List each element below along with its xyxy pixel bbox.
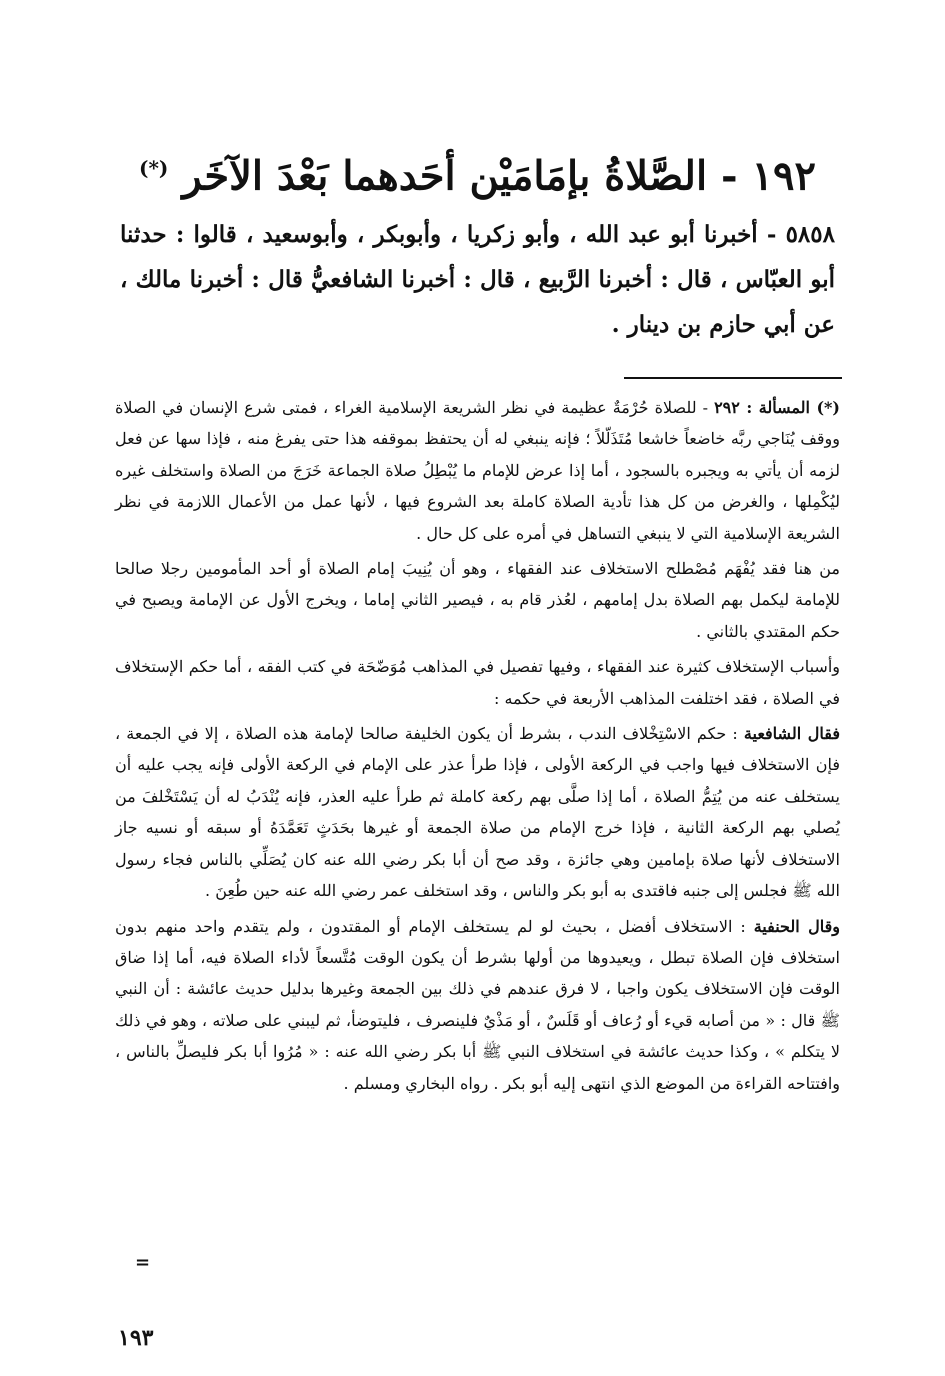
shafii-label: فقال الشافعية [743,724,840,744]
footnote-paragraph [115,392,840,549]
footnote-body: : حكم الاسْتِخْلاف الندب ، بشرط أن يكون الخليفة صالحا لإمامة هذه الصلاة ، إلا في الجمعة ، فإن الاستخلاف فيها واجب في الركعة الأولى ، فإذا طرأ عذر على الإمام في الركعة الأولى فإنه يجب عليه أن يستخلف عنه من يُتِمُّ الصلاة ، أما إذا صلَّى بهم ركعة كاملة ثم طرأ عليه العذر، فإنه يُنْدَبُ له أن يَسْتَخْلفَ من يُصلي بهم الركعة الثانية ، فإذا خرج الإمام من صلاة الجمعة أو غيرها بحَدَثٍ تَعَمَّدَهُ أو سبقه أو نسيه جاز الاستخلاف لأنها صلاة بإمامين وهي جائزة ، وقد صح أن أبا بكر رضي الله عنه كان يُصَلِّي بالناس فجاء رسول الله ﷺ فجلس إلى جنبه فاقتدى به أبو بكر والناس ، وقد استخلف عمر رضي الله عنه حين طُعِنَ . [115,724,841,901]
hadith-text: ٥٨٥٨ - أخبرنا أبو عبد الله ، وأبو زكريا ، وأبوبكر ، وأبوسعيد ، قالوا : حدثنا أبو العبّاس ، قال : أخبرنا الرَّبيع ، قال : أخبرنا الشافعيُّ قال : أخبرنا مالك ، عن أبي حازم بن دينار . [120,221,835,338]
hanafi-label: وقال الحنفية [753,916,841,936]
footnote-body: - للصلاة حُرْمَةٌ عظيمة في نظر الشريعة الإسلامية الغراء ، فمتى شرع الإنسان في الصلاة ووقف يُنَاجي ربَّه خاضعاً خاشعا مُتَذَلّلاً ؛ فإنه ينبغي له أن يحتفظ بموقفه هذا حتى يفرغ منه ، فإذا سها عن فعل لزمه أن يأتي به ويجبره بالسجود ، أما إذا عرض للإمام ما يُبْطِلُ صلاة الجماعة خَرَجَ من الصلاة واستخلف غيره ليُكْمِلها ، والغرض من كل هذا تأدية الصلاة كاملة بعد الشروع فيها ، لأنها عمل من الأعمال اللازمة في نظر الشريعة الإسلامية التي لا ينبغي التساهل في أمره على كل حال . [115,398,841,543]
continuation-mark: = [135,1252,151,1273]
footnote-divider [624,377,842,379]
footnote-body: : الاستخلاف أفضل ، بحيث لو لم يستخلف الإمام أو المقتدون ، ولم يتقدم واحد منهم بدون استخلاف فإن الصلاة تبطل ، ويعيدوها من أولها بشرط أن يكون الوقت مُتَّسعاً لأداء الصلاة فيه، أما إذا ضاق الوقت فإن الاستخلاف يكون واجبا ، لا فرق عندهم في ذلك بين الجمعة وغيرها بدليل حديث عائشة : أن النبي ﷺ قال : « من أصابه قيء أو رُعاف أو قَلَسٌ ، أو مَذْيٌ فلينصرف ، فليتوضأ، ثم ليبني على صلاته ، وهو في ذلك لا يتكلم » ، وكذا حديث عائشة في استخلاف النبي ﷺ أبا بكر رضي الله عنه : « مُرُوا أبا بكر فليصلِّ بالناس ، وافتتاحه القراءة من الموضع الذي انتهى إليه أبو بكر . رواه البخاري ومسلم . [115,916,841,1093]
chapter-heading [120,138,835,206]
footnote-paragraph [115,718,840,906]
footnote-paragraph: وأسباب الإستخلاف كثيرة عند الفقهاء ، وفيها تفصيل في المذاهب مُوَضّحَة في كتب الفقه ، أما حكم الإستخلاف في الصلاة ، فقد اختلفت المذاهب الأربعة في حكمه : [115,657,841,708]
page-number: ١٩٣ [118,1325,154,1351]
footnote-paragraph [115,911,840,1099]
footnote-paragraph: من هنا فقد يُفْهَم مُصْطلح الاستخلاف عند الفقهاء ، وهو أن يُنِيبَ إمام الصلاة أو أحد المأمومين رجلا صالحا للإمامة ليكمل بهم الصلاة بدل إمامهم ، لعُذر قام به ، فيصير الثاني إماما ، ويخرج الأول عن الإمامة ويصبح في حكم المقتدي بالثاني . [115,559,840,641]
footnotes [115,392,840,1103]
chapter-title: ١٩٢ - الصَّلاةُ بإمَامَيْن أحَدهما بَعْدَ الآخَر [182,152,817,200]
footnote-marker: (*) [138,156,169,180]
footnote-label: (*) المسألة : ٢٩٢ [714,398,840,417]
